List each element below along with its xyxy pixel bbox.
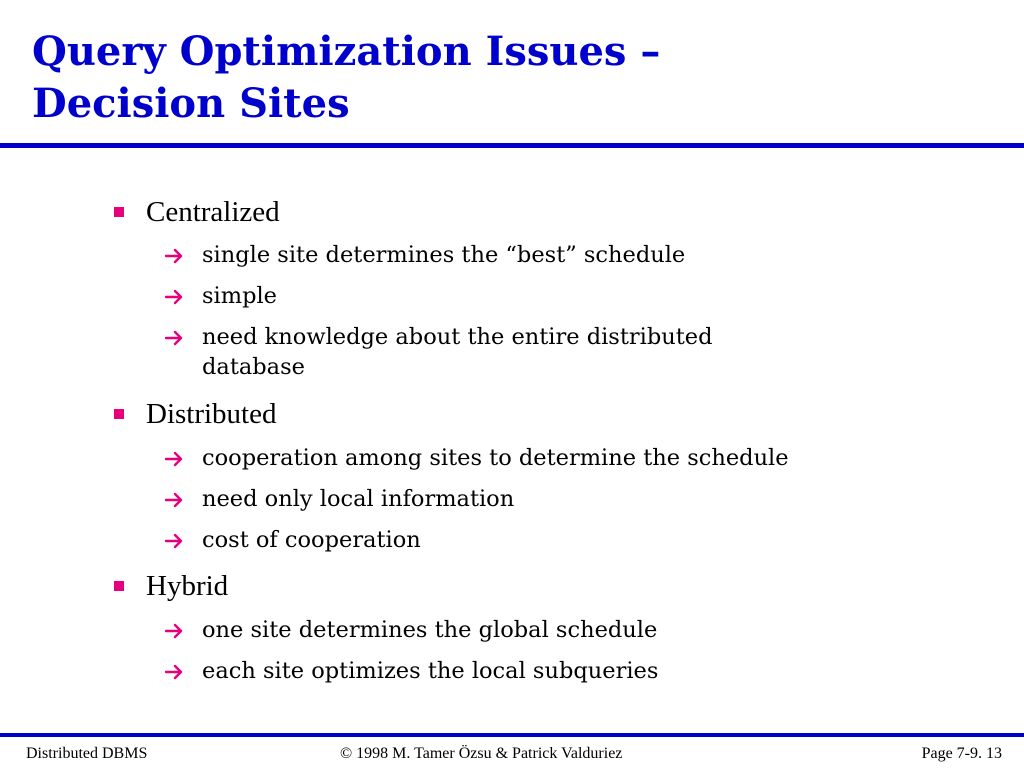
- footer-page-number: Page 7-9. 13: [921, 745, 1002, 762]
- square-bullet-icon: [114, 207, 124, 217]
- right-arrow-icon: [164, 656, 186, 686]
- sub-bullet-text: one site determines the global schedule: [202, 617, 658, 643]
- sub-bullet-text: need only local information: [202, 486, 515, 512]
- sub-bullet-text: database: [202, 354, 305, 380]
- sub-bullet: [202, 443, 789, 473]
- bullet-distributed: [146, 398, 277, 430]
- square-bullet-icon: [114, 581, 124, 591]
- sub-bullet-text: simple: [202, 283, 277, 309]
- right-arrow-icon: [164, 281, 186, 311]
- bullet-label: Distributed: [146, 398, 277, 430]
- title-divider: [0, 143, 1024, 148]
- footer-left: Distributed DBMS: [26, 745, 148, 762]
- sub-bullet: [202, 525, 421, 555]
- sub-bullet-text: need knowledge about the entire distributed: [202, 324, 713, 350]
- sub-bullet-continuation: [202, 352, 305, 382]
- bullet-hybrid: [146, 570, 228, 602]
- right-arrow-icon: [164, 443, 186, 473]
- square-bullet-icon: [114, 409, 124, 419]
- right-arrow-icon: [164, 322, 186, 352]
- title-line-1: Query Optimization Issues –: [32, 28, 661, 75]
- sub-bullet: [202, 484, 514, 514]
- footer-copyright: © 1998 M. Tamer Özsu & Patrick Valduriez: [340, 745, 623, 762]
- sub-bullet: [202, 240, 685, 270]
- sub-bullet-text: single site determines the “best” schedule: [202, 242, 686, 268]
- right-arrow-icon: [164, 525, 186, 555]
- right-arrow-icon: [164, 484, 186, 514]
- bullet-label: Hybrid: [146, 570, 229, 602]
- footer-divider: [0, 733, 1024, 737]
- slide-title: [32, 26, 992, 130]
- sub-bullet: [202, 615, 657, 645]
- right-arrow-icon: [164, 240, 186, 270]
- bullet-label: Centralized: [146, 196, 280, 228]
- title-line-2: Decision Sites: [32, 80, 350, 127]
- sub-bullet: [202, 656, 658, 686]
- bullet-centralized: [146, 196, 280, 228]
- sub-bullet-text: cooperation among sites to determine the schedule: [202, 445, 789, 471]
- right-arrow-icon: [164, 615, 186, 645]
- sub-bullet: [202, 322, 713, 352]
- sub-bullet-text: each site optimizes the local subqueries: [202, 658, 659, 684]
- sub-bullet-text: cost of cooperation: [202, 527, 421, 553]
- sub-bullet: [202, 281, 277, 311]
